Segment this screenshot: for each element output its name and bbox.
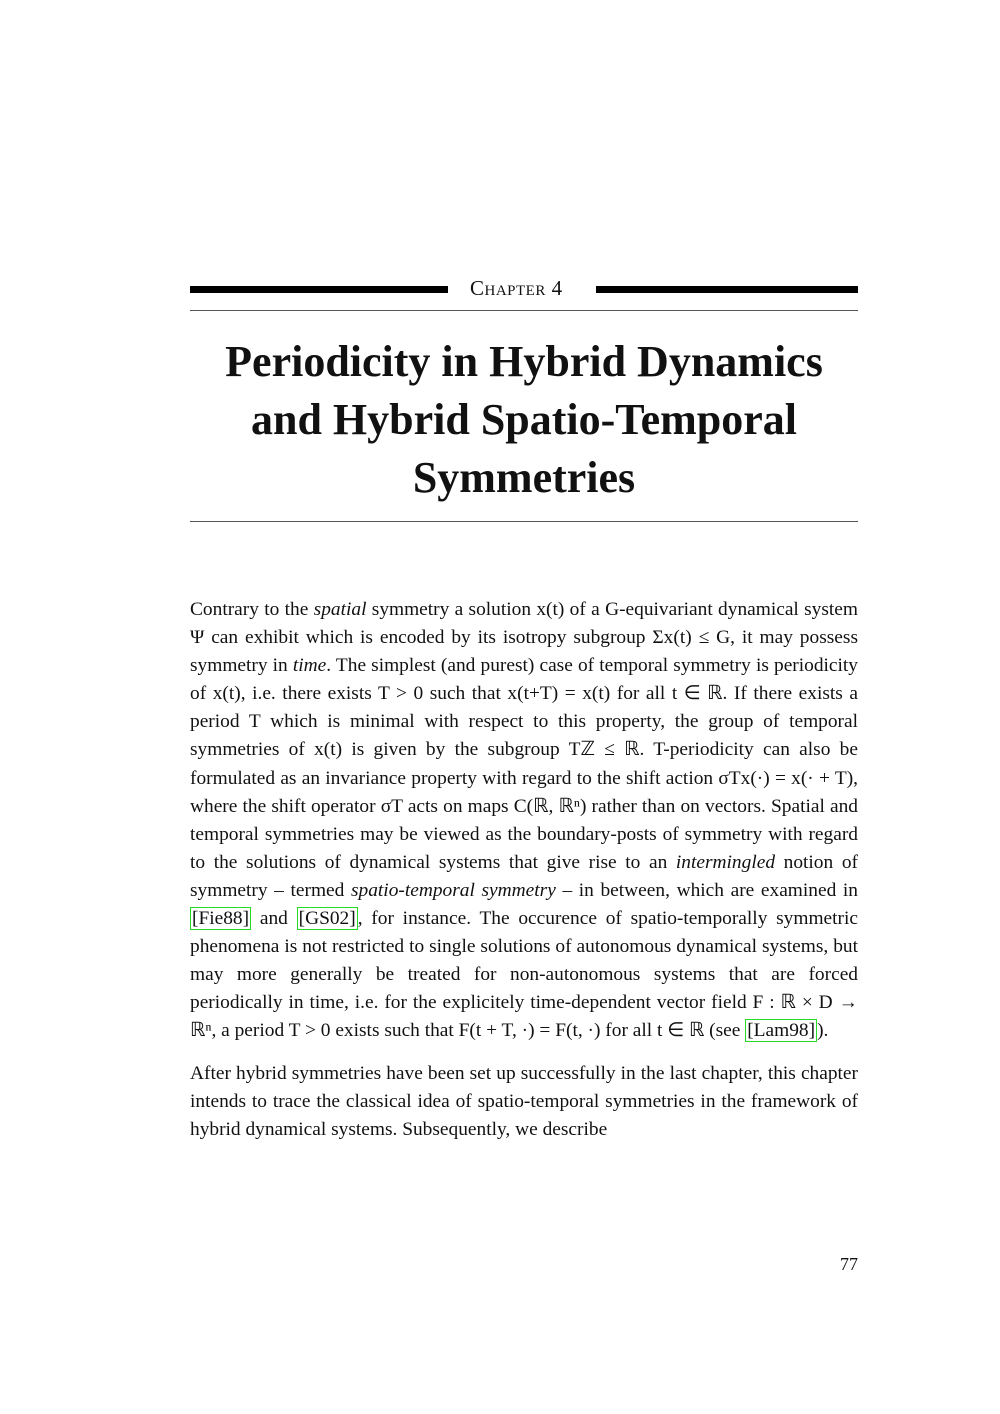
- paragraph: [190, 596, 858, 1046]
- chapter-title-line: Periodicity in Hybrid Dynamics: [225, 337, 823, 386]
- thick-rule-left: [190, 286, 448, 293]
- chapter-title-line: Symmetries: [412, 453, 636, 502]
- body-text: [190, 596, 858, 1144]
- chapter-title-line: and Hybrid Spatio-Temporal: [250, 395, 798, 444]
- text-run: symmetry a solution x(t) of a G-equivariant dynamical system Ψ can exhibit which is encoded by its isotropy subgroup Σx(t) ≤ G, it may possess symmetry in: [190, 599, 859, 677]
- chapter-label: Chapter 4: [470, 276, 563, 300]
- citation-link[interactable]: [Lam98]: [747, 1020, 816, 1042]
- citation-link[interactable]: [GS02]: [298, 908, 356, 930]
- emphasis: time: [292, 655, 327, 677]
- text-run: Contrary to the: [190, 599, 314, 620]
- chapter-title: [190, 333, 858, 507]
- text-run: , for instance. The occurence of spatio-temporally symmetric phenomena is not restricted to single solutions of autonomous dynamical systems, but may more generally be treated for non-autonomous systems that are forced periodically in time, i.e. for the explicitely time-dependent vector field F : ℝ × D → ℝⁿ, a period T > 0 exists such that F(t + T, ·) = F(t, ·) for all t ∈ ℝ (see: [190, 908, 858, 1042]
- citation-link[interactable]: [Fie88]: [192, 908, 250, 930]
- text-run: ).: [817, 1020, 829, 1042]
- emphasis: spatial: [313, 599, 367, 620]
- thick-rule-right: [596, 286, 858, 293]
- emphasis: intermingled: [675, 851, 776, 873]
- thin-rule-top: [190, 310, 858, 311]
- page-number: 77: [840, 1254, 858, 1274]
- thin-rule-bottom: [190, 521, 858, 522]
- paragraph: After hybrid symmetries have been set up successfully in the last chapter, this chapter intends to trace the classical idea of spatio-temporal symmetries in the framework of hybrid dynamical systems. Subsequently, we describe: [190, 1062, 858, 1140]
- emphasis: spatio-temporal symmetry: [350, 879, 556, 901]
- text-run: and: [251, 908, 297, 930]
- text-run: . The simplest (and purest) case of temporal symmetry is periodicity of x(t), i.e. there exists T > 0 such that x(t+T) = x(t) for all t ∈ ℝ. If there exists a period T which is minimal with respect to this property, the group of temporal symmetries of x(t) is given by the subgroup Tℤ ≤ ℝ. T-periodicity can also be formulated as an invariance property with regard to the shift action σTx(·) = x(· + T), where the shift operator σT acts on maps C(ℝ, ℝⁿ) rather than on vectors. Spatial and temporal symmetries may be viewed as the boundary-posts of symmetry with regard to the solutions of dynamical systems that give rise to an: [190, 655, 858, 873]
- text-run: notion of symmetry – termed: [190, 851, 858, 901]
- chapter-heading: [190, 276, 858, 522]
- chapter-label-row: [190, 276, 858, 302]
- text-run: – in between, which are examined in: [555, 879, 858, 901]
